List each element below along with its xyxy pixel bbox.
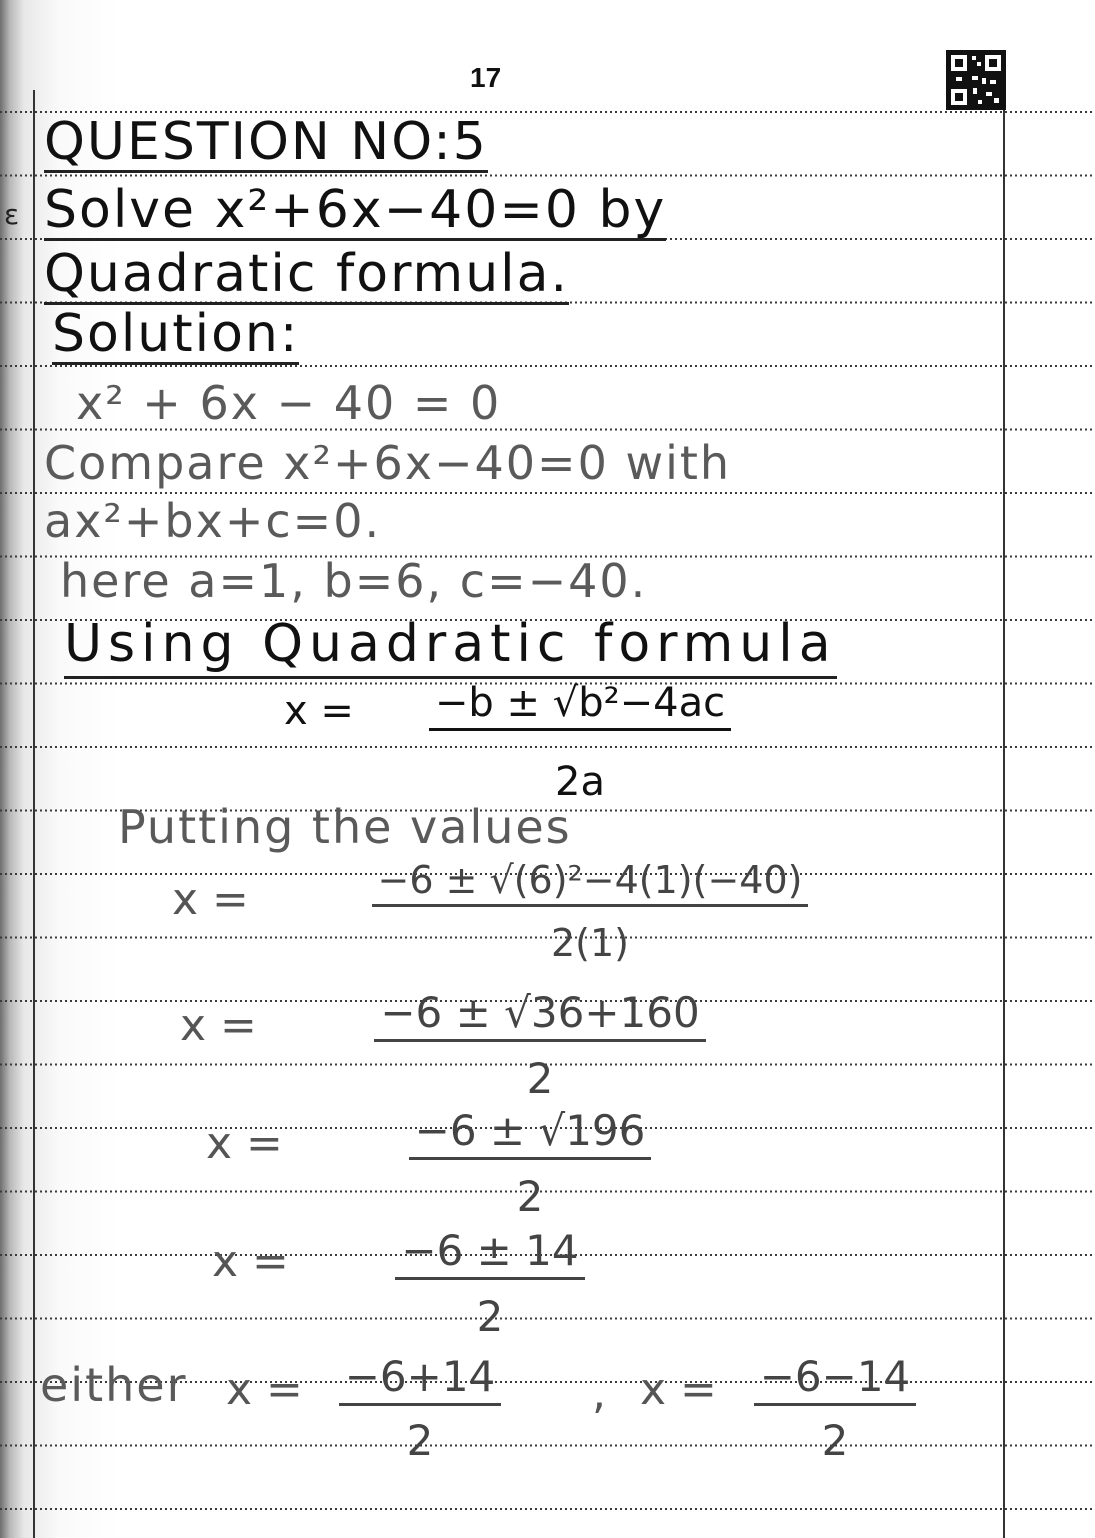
- given-equation: x² + 6x − 40 = 0: [76, 376, 502, 430]
- step-2-numerator: −6 ± √36+160: [374, 988, 705, 1042]
- problem-line-2: Quadratic formula.: [44, 244, 569, 304]
- step-1-denominator: 2(1): [550, 921, 629, 965]
- coefficients-line: here a=1, b=6, c=−40.: [60, 554, 648, 608]
- formula-numerator: −b ± √b²−4ac: [429, 680, 731, 731]
- either-fraction-2: [720, 1352, 950, 1465]
- either-label: either: [40, 1358, 188, 1412]
- problem-line-1: Solve x²+6x−40=0 by: [44, 180, 667, 240]
- step-4-lhs: x =: [212, 1236, 289, 1287]
- using-formula-text: Using Quadratic formula: [64, 614, 837, 679]
- question-title: QUESTION NO:5: [44, 112, 488, 172]
- compare-line: Compare x²+6x−40=0 with: [44, 436, 732, 490]
- step-2-lhs: x =: [180, 1000, 257, 1051]
- formula-lhs: x =: [284, 688, 354, 734]
- step-1-lhs: x =: [172, 874, 249, 925]
- solution-heading: Solution:: [52, 304, 300, 364]
- formula-denominator: 2a: [555, 759, 605, 805]
- step-3-lhs: x =: [206, 1118, 283, 1169]
- step-4-fraction: [340, 1226, 640, 1341]
- either-separator: ,: [592, 1368, 606, 1419]
- either-denominator-2: 2: [821, 1416, 849, 1465]
- step-3-fraction: [340, 1106, 720, 1221]
- step-2-fraction: [280, 988, 800, 1103]
- either-numerator-2: −6−14: [754, 1352, 917, 1406]
- either-lhs-1: x =: [226, 1364, 303, 1415]
- either-numerator-1: −6+14: [339, 1352, 502, 1406]
- step-1-fraction: [300, 858, 880, 965]
- step-2-denominator: 2: [526, 1054, 554, 1103]
- step-1-numerator: −6 ± √(6)²−4(1)(−40): [372, 858, 809, 907]
- page-number: 17: [470, 62, 502, 93]
- using-formula-line: [64, 614, 837, 674]
- putting-values-line: Putting the values: [118, 800, 572, 854]
- margin-mark: ɛ: [4, 198, 20, 231]
- step-3-denominator: 2: [516, 1172, 544, 1221]
- step-4-denominator: 2: [476, 1292, 504, 1341]
- step-3-numerator: −6 ± √196: [409, 1106, 652, 1160]
- qr-code-icon: [946, 50, 1006, 110]
- quadratic-formula: [390, 680, 770, 805]
- either-denominator-1: 2: [406, 1416, 434, 1465]
- step-4-numerator: −6 ± 14: [395, 1226, 584, 1280]
- standard-form: ax²+bx+c=0.: [44, 494, 382, 548]
- either-fraction-1: [320, 1352, 520, 1465]
- either-lhs-2: x =: [640, 1364, 717, 1415]
